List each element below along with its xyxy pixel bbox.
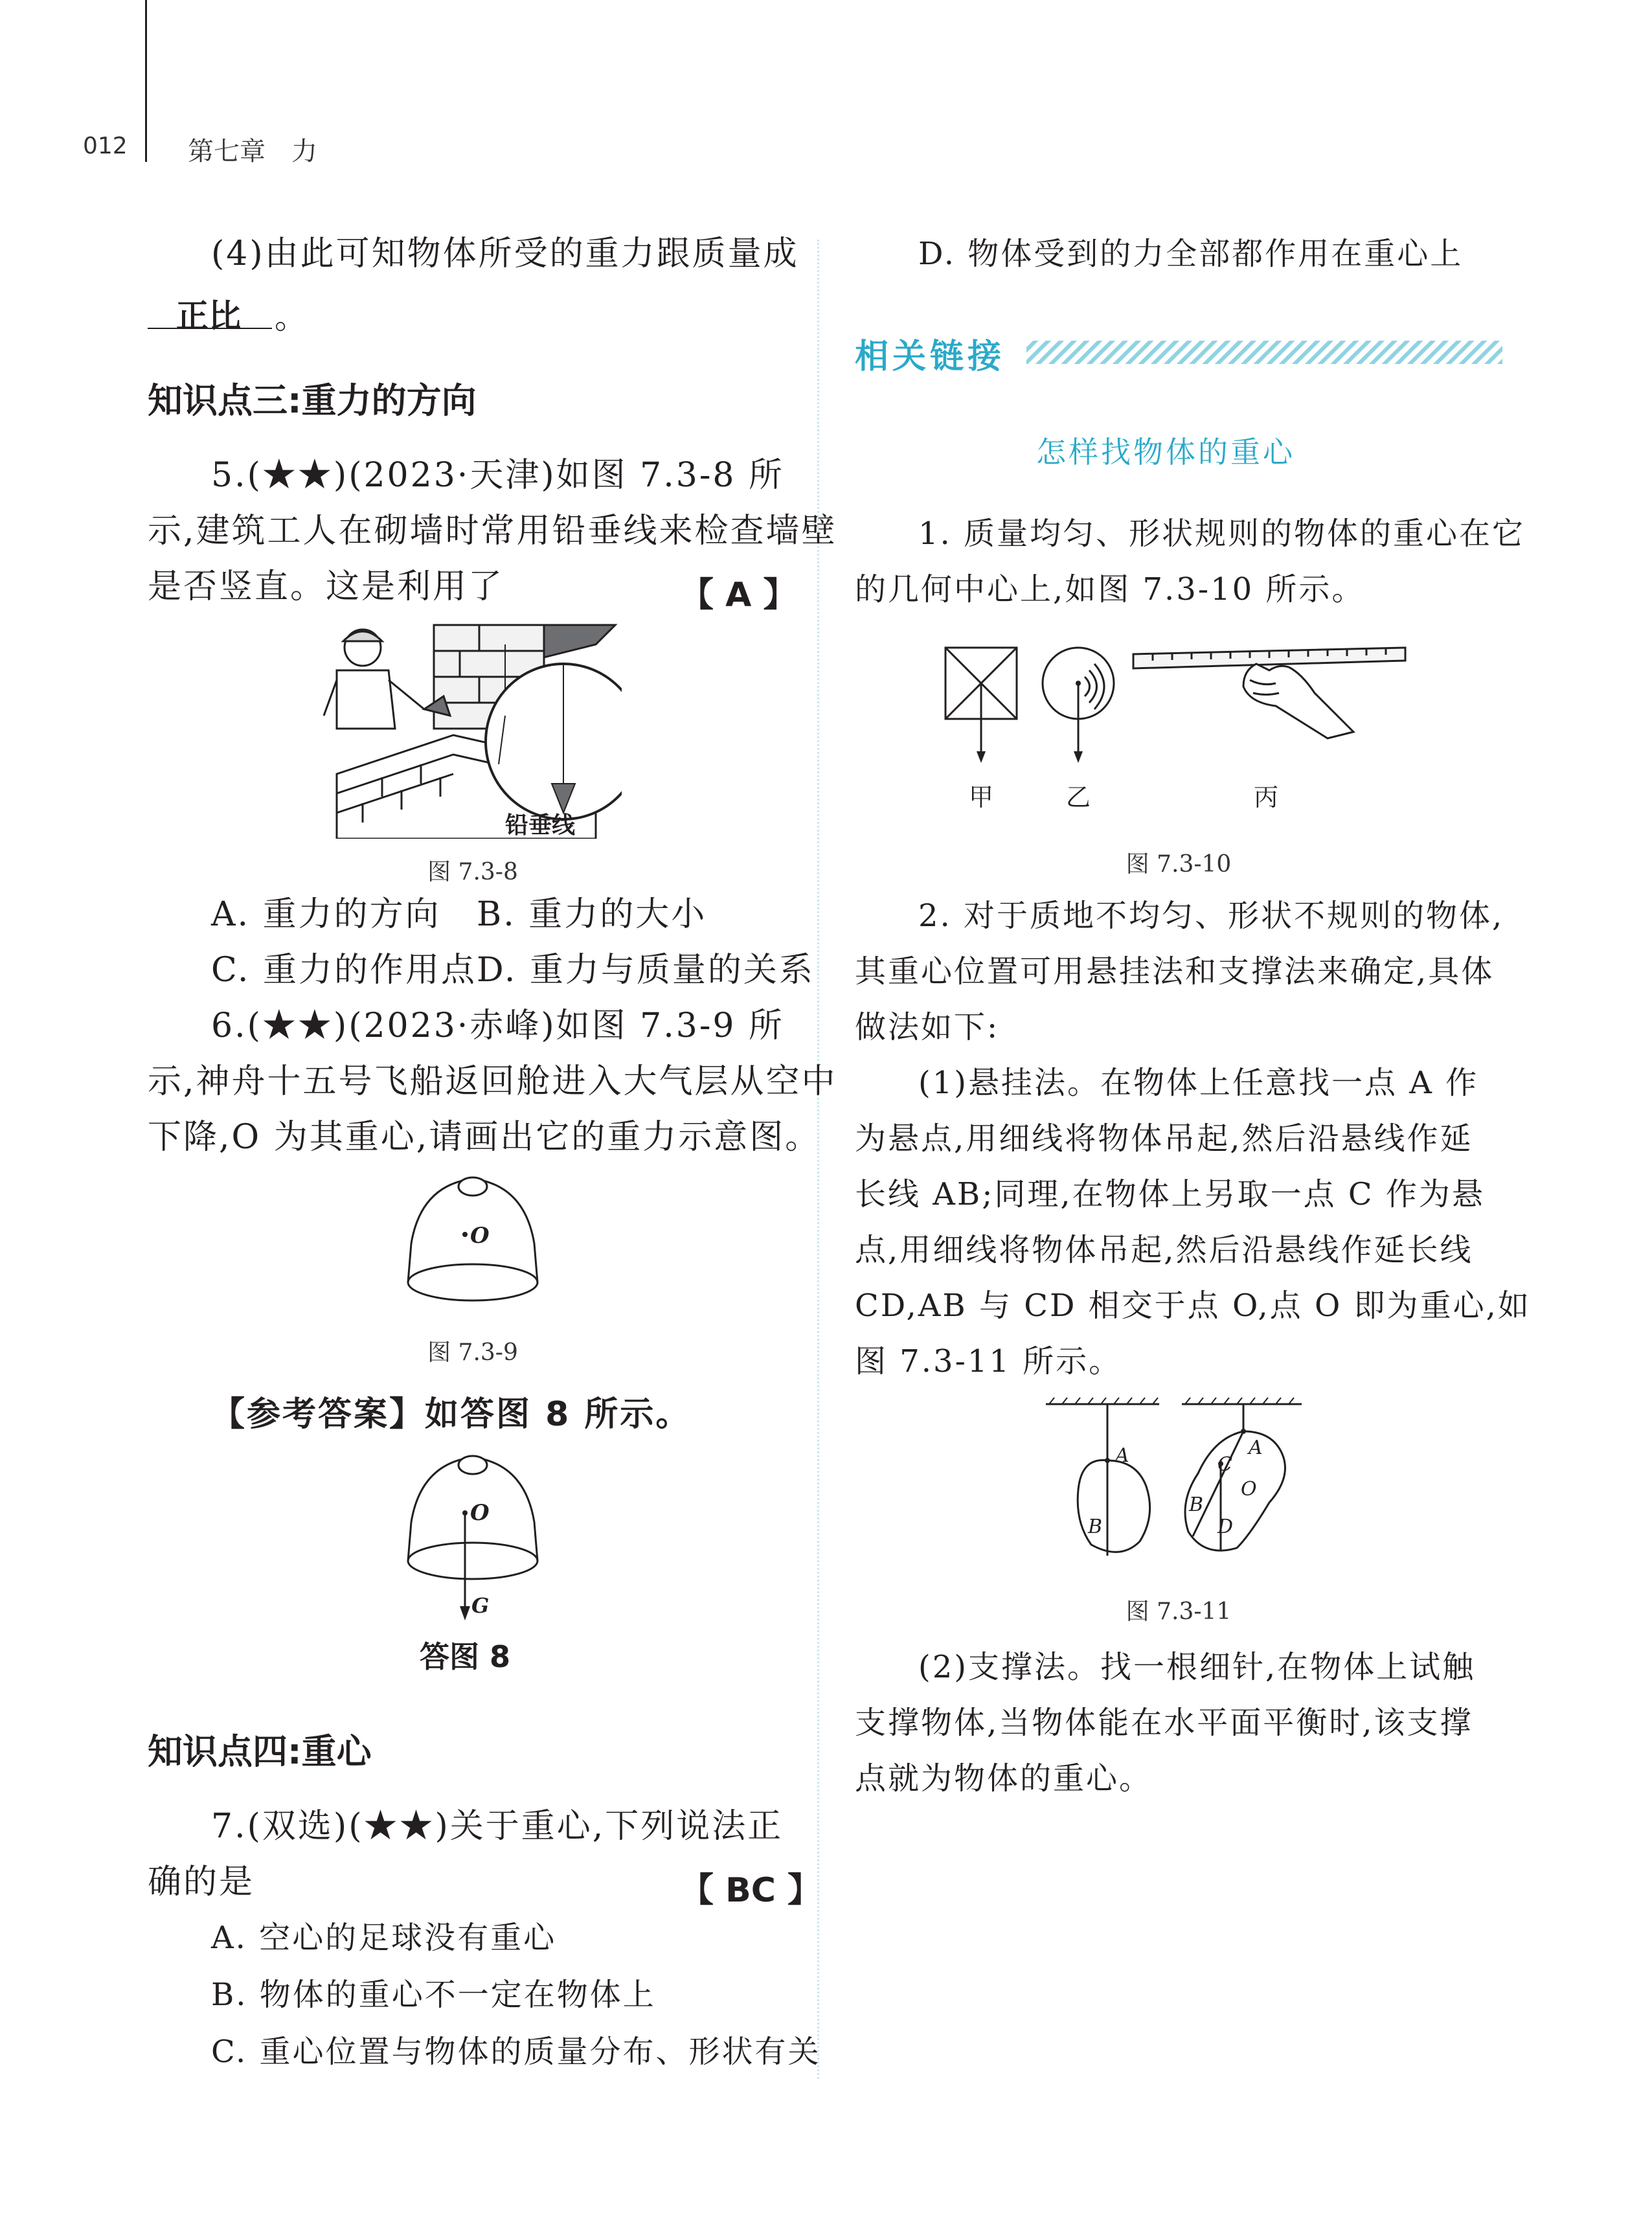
worker-figure <box>324 630 450 729</box>
fig11-point-d: D <box>1217 1516 1234 1538</box>
q7-option-d: D. 物体受到的力全部都作用在重心上 <box>918 236 1464 272</box>
figure-7-3-8-caption: 图 7.3-8 <box>427 859 518 885</box>
fig11-point-b-right: B <box>1189 1493 1204 1516</box>
figure-7-3-8 <box>311 619 622 839</box>
q5-line2: 示,建筑工人在砌墙时常用铅垂线来检查墙壁 <box>148 512 837 551</box>
p1-line2: 的几何中心上,如图 7.3-10 所示。 <box>855 571 1365 608</box>
irregular-body-left <box>1078 1460 1149 1552</box>
figure-7-3-10 <box>939 641 1412 823</box>
related-link-title: 相关链接 <box>855 337 1006 376</box>
subtitle: 怎样找物体的重心 <box>1036 435 1295 470</box>
p2-line1: 2. 对于质地不均匀、形状不规则的物体, <box>918 898 1504 934</box>
method2-line1: (2)支撑法。找一根细针,在物体上试触 <box>918 1649 1476 1685</box>
p2-line3: 做法如下: <box>855 1009 1000 1045</box>
fig10-label-jia: 甲 <box>969 783 994 812</box>
q5-option-b: B. 重力的大小 <box>477 895 707 934</box>
p2-line2: 其重心位置可用悬挂法和支撑法来确定,具体 <box>855 953 1495 990</box>
fig11-point-a-left: A <box>1115 1444 1129 1467</box>
figure-7-3-10-caption: 图 7.3-10 <box>1126 851 1232 878</box>
method1-line4: 点,用细线将物体吊起,然后沿悬线作延长线 <box>855 1232 1473 1268</box>
reference-answer: 【参考答案】如答图 8 所示。 <box>211 1395 692 1434</box>
circle-shape <box>1043 648 1114 755</box>
q4-text: (4)由此可知物体所受的重力跟质量成 <box>211 234 799 273</box>
fig10-label-yi: 乙 <box>1066 783 1091 812</box>
capsule-point-o: O <box>470 1223 490 1249</box>
q5-option-c: C. 重力的作用点 <box>211 951 477 990</box>
figure-7-3-11 <box>1043 1392 1315 1561</box>
q5-line1: 5.(★★)(2023·天津)如图 7.3-8 所 <box>211 456 785 495</box>
fig10-label-bing: 丙 <box>1254 783 1279 812</box>
q5-option-d: D. 重力与质量的关系 <box>477 951 815 990</box>
method1-line5: CD,AB 与 CD 相交于点 O,点 O 即为重心,如 <box>855 1288 1531 1324</box>
method1-line1: (1)悬挂法。在物体上任意找一点 A 作 <box>918 1065 1479 1101</box>
method1-line6: 图 7.3-11 所示。 <box>855 1343 1122 1380</box>
q7-line1: 7.(双选)(★★)关于重心,下列说法正 <box>211 1807 784 1846</box>
related-link-banner <box>855 324 1502 376</box>
ruler-shape <box>1133 648 1405 668</box>
header-rule <box>145 0 147 162</box>
q7-line2: 确的是 <box>148 1863 255 1902</box>
chapter-title: 第七章 力 <box>188 137 317 166</box>
banner-stripes <box>1026 341 1502 364</box>
figure-7-3-9-caption: 图 7.3-9 <box>427 1339 518 1366</box>
q7-option-a: A. 空心的足球没有重心 <box>211 1920 557 1956</box>
method2-line3: 点就为物体的重心。 <box>855 1760 1153 1797</box>
section-3-heading: 知识点三:重力的方向 <box>148 380 477 421</box>
p1-line1: 1. 质量均匀、形状规则的物体的重心在它 <box>918 516 1526 552</box>
q7-option-b: B. 物体的重心不一定在物体上 <box>211 1977 656 2013</box>
q4-end: 。 <box>275 299 307 336</box>
fig11-point-c: C <box>1217 1453 1232 1476</box>
q6-line3: 下降,O 为其重心,请画出它的重力示意图。 <box>148 1118 821 1157</box>
q7-option-c: C. 重心位置与物体的质量分布、形状有关 <box>211 2034 821 2070</box>
q4-answer: 正比 <box>176 297 241 335</box>
figure-7-3-11-caption: 图 7.3-11 <box>1126 1598 1232 1625</box>
q6-line2: 示,神舟十五号飞船返回舱进入大气层从空中 <box>148 1062 837 1101</box>
q6-line1: 6.(★★)(2023·赤峰)如图 7.3-9 所 <box>211 1006 785 1045</box>
method1-line2: 为悬点,用细线将物体吊起,然后沿悬线作延 <box>855 1120 1473 1157</box>
method2-line2: 支撑物体,当物体能在水平面平衡时,该支撑 <box>855 1705 1473 1741</box>
fig11-point-b-left: B <box>1088 1516 1103 1538</box>
figure-7-3-8-label: 铅垂线 <box>505 812 576 839</box>
answer-point-o: O <box>470 1500 490 1526</box>
square-shape <box>945 648 1017 755</box>
answer-figure-8-caption: 答图 8 <box>420 1639 511 1674</box>
fig11-point-a-right: A <box>1249 1437 1263 1459</box>
q5-line3: 是否竖直。这是利用了 <box>148 567 504 606</box>
q5-option-a: A. 重力的方向 <box>211 895 441 934</box>
q7-answer: 【 BC 】 <box>680 1871 822 1910</box>
method1-line3: 长线 AB;同理,在物体上另取一点 C 作为悬 <box>855 1176 1485 1212</box>
section-4-heading: 知识点四:重心 <box>148 1731 372 1772</box>
page-number: 012 <box>83 133 128 159</box>
q5-answer: 【 A 】 <box>680 576 797 615</box>
answer-point-g: G <box>471 1593 490 1618</box>
fig11-point-o: O <box>1241 1478 1257 1501</box>
hand-shape <box>1243 664 1353 738</box>
